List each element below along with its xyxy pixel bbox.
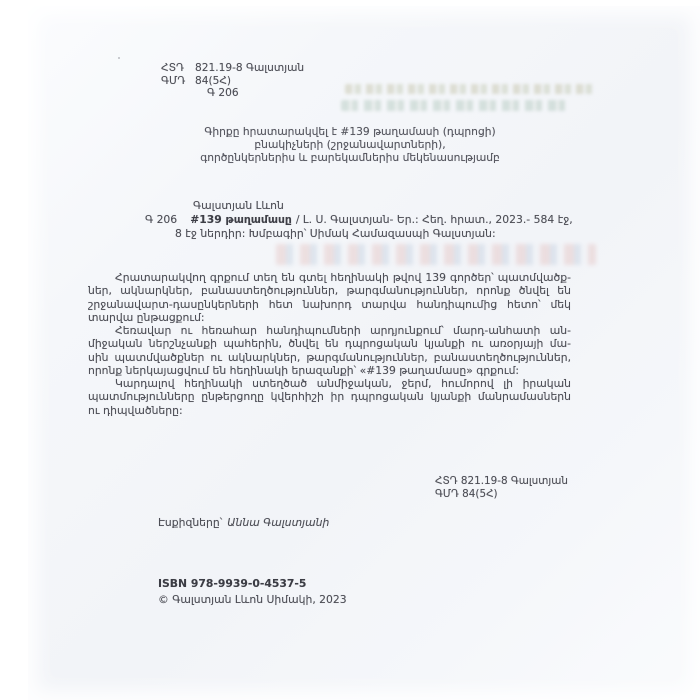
dedication-line-1: Գիրքը հրատարակվել է #139 թաղամասի (դպրոցի) <box>204 125 496 138</box>
catalog-title: #139 թաղամասը <box>190 212 292 226</box>
annotation-p1-l4: տարվա ընթացքում: <box>88 310 205 324</box>
annotation-p2-l4: որոնք ներկայացվում են հեղինակի երազանքի՝ «#139 թաղամասը» գրքում: <box>88 363 520 377</box>
udc-label: ՀՏԴ <box>161 62 185 74</box>
bbk-value: 84(5Հ) <box>195 74 232 87</box>
scan-speck <box>118 57 120 59</box>
catalog-title-line <box>145 213 590 227</box>
catalog-title-rest: / Լ. Ս. Գալստյան- Եր.: Հեղ. հրատ., 2023.- 584 էջ, <box>295 212 573 226</box>
dedication-line-3: գործընկերներիս և բարեկամներիս մեկենասությամբ <box>200 151 500 165</box>
classification-block-top <box>161 62 304 100</box>
bbk-line <box>161 75 304 88</box>
annotation-p3-l1: Կարդալով հեղինակի ստեղծած անմիջական, ջերմ, հումորով լի իրական <box>115 377 571 390</box>
catalog-index: Գ 206 <box>145 212 178 226</box>
catalog-details: 8 էջ ներդիր: Խմբագիր՝ Սիմակ Համազասպի Գալստյան: <box>175 226 496 240</box>
classification-block-bottom <box>435 475 568 501</box>
dedication-line-2: բնակիչների (շրջանավարտների), <box>254 138 446 152</box>
sketches-artist-name: Աննա Գալստյանի <box>227 516 330 529</box>
dedication-note <box>150 125 550 164</box>
udc-line-bottom: ՀՏԴ 821.19-8 Գալստյան <box>435 475 568 487</box>
sketches-credit <box>158 516 329 529</box>
copyright-line: © Գալստյան Լևոն Սիմակի, 2023 <box>158 593 347 606</box>
bbk-label: ԳՄԴ <box>161 74 186 87</box>
annotation-text <box>88 271 571 417</box>
annotation-p1-l2: ներ, ակնարկներ, բանաստեղծություններ, թարգմանություններ, որոնք ծնվել են <box>88 284 571 298</box>
annotation-p1-l3: շրջանավարտ-դասընկերների հետ նախորդ տարվա հանդիպումից հետո՝ մեկ <box>88 297 571 311</box>
annotation-p2-l2: միջական ներշնչանքի պահերին, ծնվել են դպրոցական կյանքի ու առօրյայի մա- <box>88 337 571 351</box>
udc-value: 821.19-8 Գալստյան <box>195 62 305 74</box>
catalog-author: Գալստյան Լևոն <box>193 199 284 212</box>
annotation-p3-l3: ու դիպվածները: <box>88 403 183 417</box>
author-sign-value: Գ 206 <box>207 87 239 100</box>
isbn-line: ISBN 978-9939-0-4537-5 <box>158 577 307 590</box>
catalog-card <box>145 199 590 241</box>
annotation-p1-l1: Հրատարակվող գրքում տեղ են գտել հեղինակի թվով 139 գործեր՝ պատմվածք- <box>115 271 571 284</box>
sketches-label: Էսքիզները՝ <box>158 516 223 529</box>
annotation-p2-l1: Հեռավար ու հեռահար հանդիպումների արդյունքում՝ մարդ-անհատի ան- <box>115 324 571 337</box>
bbk-line-bottom: ԳՄԴ 84(5Հ) <box>435 488 498 500</box>
annotation-p2-l3: սին պատմվածքներ ու ակնարկներ, թարգմանություններ, բանաստեղծություններ, <box>88 350 571 364</box>
annotation-p3-l2: պատմությունները ընթերցողը կվերհիշի իր դպրոցական կյանքի մանրամասներն <box>88 390 571 404</box>
udc-line <box>161 62 304 75</box>
